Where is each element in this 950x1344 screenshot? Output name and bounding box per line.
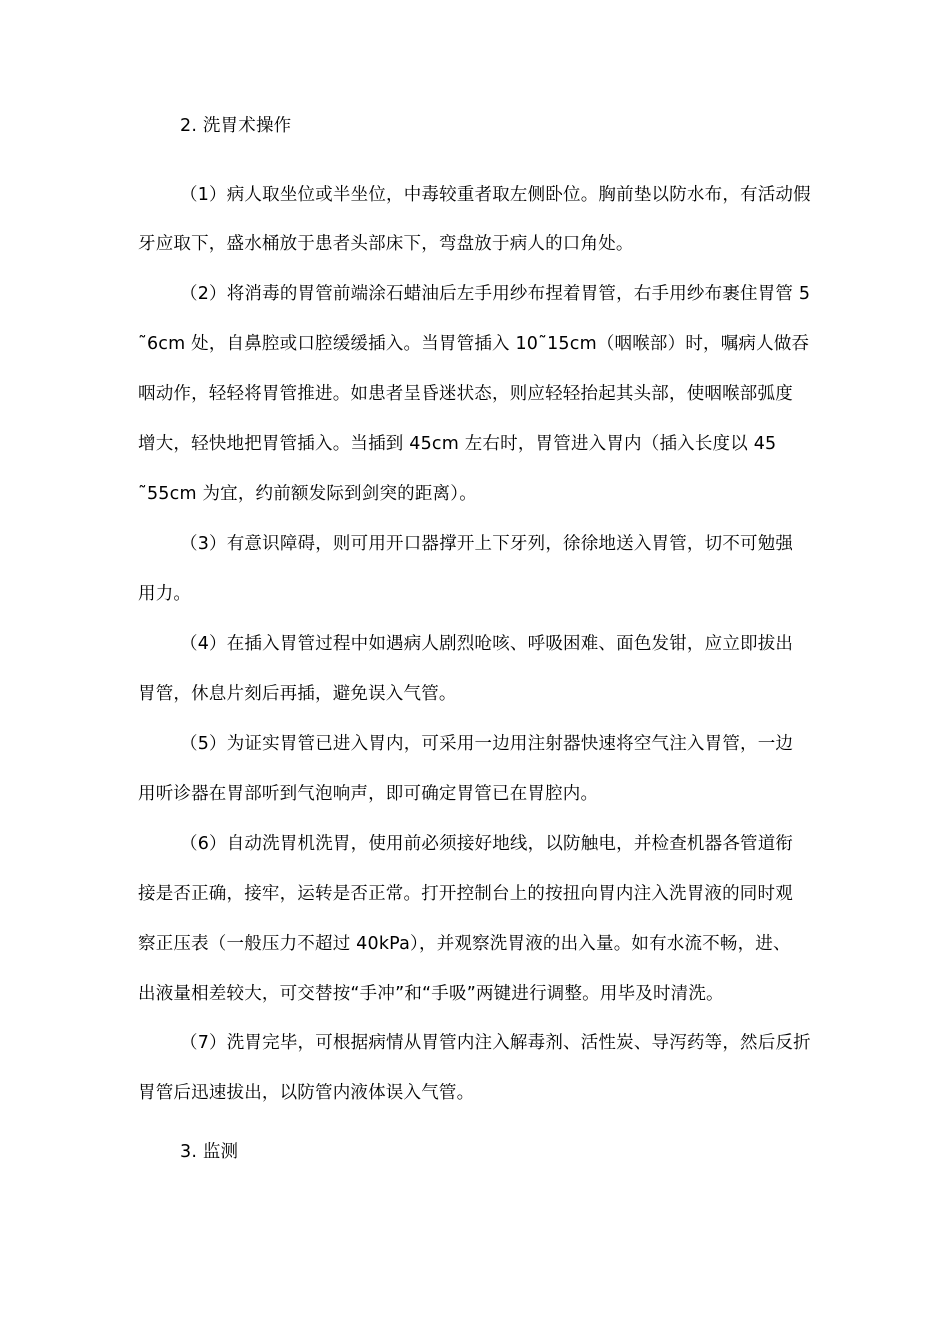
paragraph-5-line-2: 用听诊器在胃部听到气泡响声，即可确定胃管已在胃腔内。 — [138, 784, 599, 804]
paragraph-6-line-3: 察正压表（一般压力不超过 40kPa），并观察洗胃液的出入量。如有水流不畅，进、 — [138, 934, 791, 954]
paragraph-2-line-4: 增大，轻快地把胃管插入。当插到 45cm 左右时，胃管进入胃内（插入长度以 45 — [138, 434, 777, 454]
section-heading-3: 3. 监测 — [180, 1142, 239, 1162]
paragraph-1-line-1: （1）病人取坐位或半坐位，中毒较重者取左侧卧位。胸前垫以防水布，有活动假 — [180, 185, 811, 205]
paragraph-3-line-1: （3）有意识障碍，则可用开口器撑开上下牙列，徐徐地送入胃管，切不可勉强 — [180, 534, 794, 554]
paragraph-1-line-2: 牙应取下，盛水桶放于患者头部床下，弯盘放于病人的口角处。 — [138, 234, 634, 254]
paragraph-6-line-2: 接是否正确，接牢，运转是否正常。打开控制台上的按扭向胃内注入洗胃液的同时观 — [138, 884, 793, 904]
paragraph-7-line-2: 胃管后迅速拔出，以防管内液体误入气管。 — [138, 1083, 475, 1103]
paragraph-5-line-1: （5）为证实胃管已进入胃内，可采用一边用注射器快速将空气注入胃管，一边 — [180, 734, 794, 754]
section-heading-2: 2. 洗胃术操作 — [180, 116, 292, 136]
paragraph-2-line-1: （2）将消毒的胃管前端涂石蜡油后左手用纱布捏着胃管，右手用纱布裹住胃管 5 — [180, 284, 811, 304]
paragraph-4-line-2: 胃管，休息片刻后再插，避免误入气管。 — [138, 684, 457, 704]
paragraph-2-line-2: ˜6cm 处，自鼻腔或口腔缓缓插入。当胃管插入 10˜15cm（咽喉部）时，嘱病人做吞 — [138, 334, 810, 354]
paragraph-6-line-4: 出液量相差较大，可交替按“手冲”和“手吸”两键进行调整。用毕及时清洗。 — [138, 984, 724, 1004]
paragraph-7-line-1: （7）洗胃完毕，可根据病情从胃管内注入解毒剂、活性炭、导泻药等，然后反折 — [180, 1033, 811, 1053]
paragraph-2-line-3: 咽动作，轻轻将胃管推进。如患者呈昏迷状态，则应轻轻抬起其头部，使咽喉部弧度 — [138, 384, 793, 404]
paragraph-4-line-1: （4）在插入胃管过程中如遇病人剧烈呛咳、呼吸困难、面色发钳，应立即拔出 — [180, 634, 794, 654]
paragraph-2-line-5: ˜55cm 为宜，约前额发际到剑突的距离）。 — [138, 484, 477, 504]
paragraph-3-line-2: 用力。 — [138, 584, 192, 604]
paragraph-6-line-1: （6）自动洗胃机洗胃，使用前必须接好地线，以防触电，并检查机器各管道衔 — [180, 834, 794, 854]
